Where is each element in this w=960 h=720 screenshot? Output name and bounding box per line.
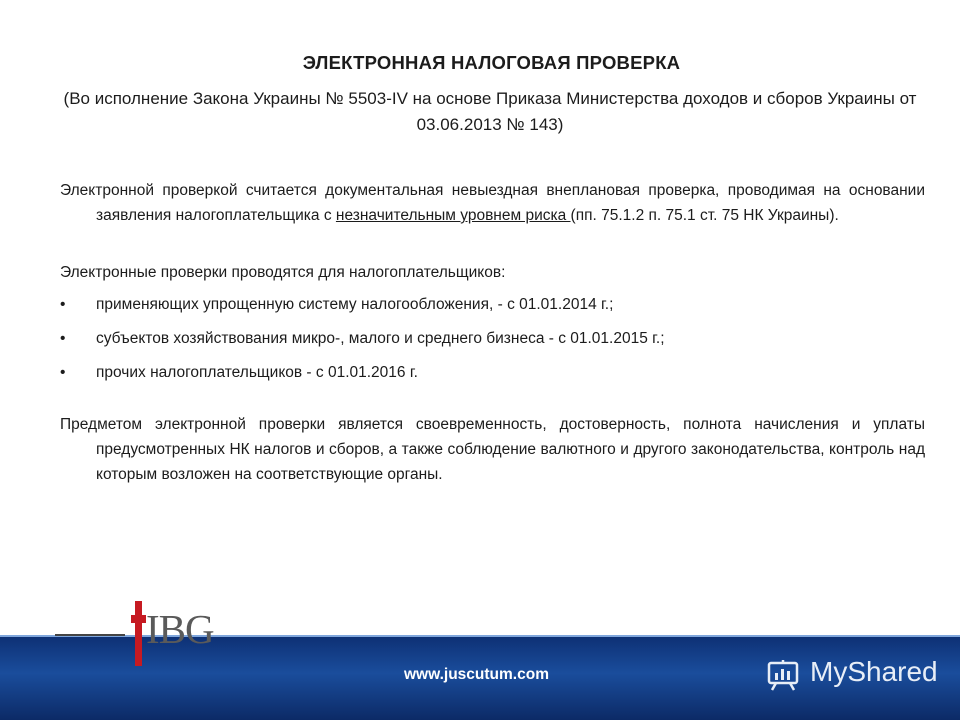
list-item: • субъектов хозяйствования микро-, малого и среднего бизнеса - с 01.01.2015 г.; xyxy=(60,326,925,360)
logo-red-bar xyxy=(135,601,142,666)
slide-subtitle: (Во исполнение Закона Украины № 5503-IV на основе Приказа Министерства доходов и сборов Украины от 03.06.2013 № 143) xyxy=(63,89,917,134)
logo-text: IBG xyxy=(146,606,214,652)
list-item: • прочих налогоплательщиков - с 01.01.2016 г. xyxy=(60,360,925,394)
definition-text-start: Электронной проверкой считается документальная невыездная внеплановая проверка, проводимая на основании заявления налогоплательщика с xyxy=(60,182,925,224)
bullet-icon: • xyxy=(60,296,66,313)
presentation-icon xyxy=(766,658,800,692)
logo-red-cap xyxy=(131,615,146,623)
bullet-icon: • xyxy=(60,364,66,381)
footer-url-link[interactable]: www.juscutum.com xyxy=(404,666,549,683)
definition-text-end: (пп. 75.1.2 п. 75.1 ст. 75 НК Украины). xyxy=(570,207,839,224)
myshared-text: MyShared xyxy=(810,656,938,687)
slide-title: ЭЛЕКТРОННАЯ НАЛОГОВАЯ ПРОВЕРКА xyxy=(302,52,681,73)
taxpayer-list xyxy=(60,292,925,394)
definition-paragraph xyxy=(60,178,925,228)
taxpayers-intro: Электронные проверки проводятся для налогоплательщиков: xyxy=(60,264,506,281)
ibg-logo xyxy=(55,597,214,670)
logo-line xyxy=(55,634,125,636)
subject-paragraph: Предметом электронной проверки является своевременность, достоверность, полнота начисления и уплаты предусмотренных НК налогов и сборов, а также соблюдение валютного и другого законодательства, контроль над которым возложен на соответствующие органы. xyxy=(60,416,925,483)
risk-level-underlined: незначительным уровнем риска xyxy=(335,207,571,224)
bullet-icon: • xyxy=(60,330,66,347)
list-item: • применяющих упрощенную систему налогообложения, - с 01.01.2014 г.; xyxy=(60,292,925,326)
